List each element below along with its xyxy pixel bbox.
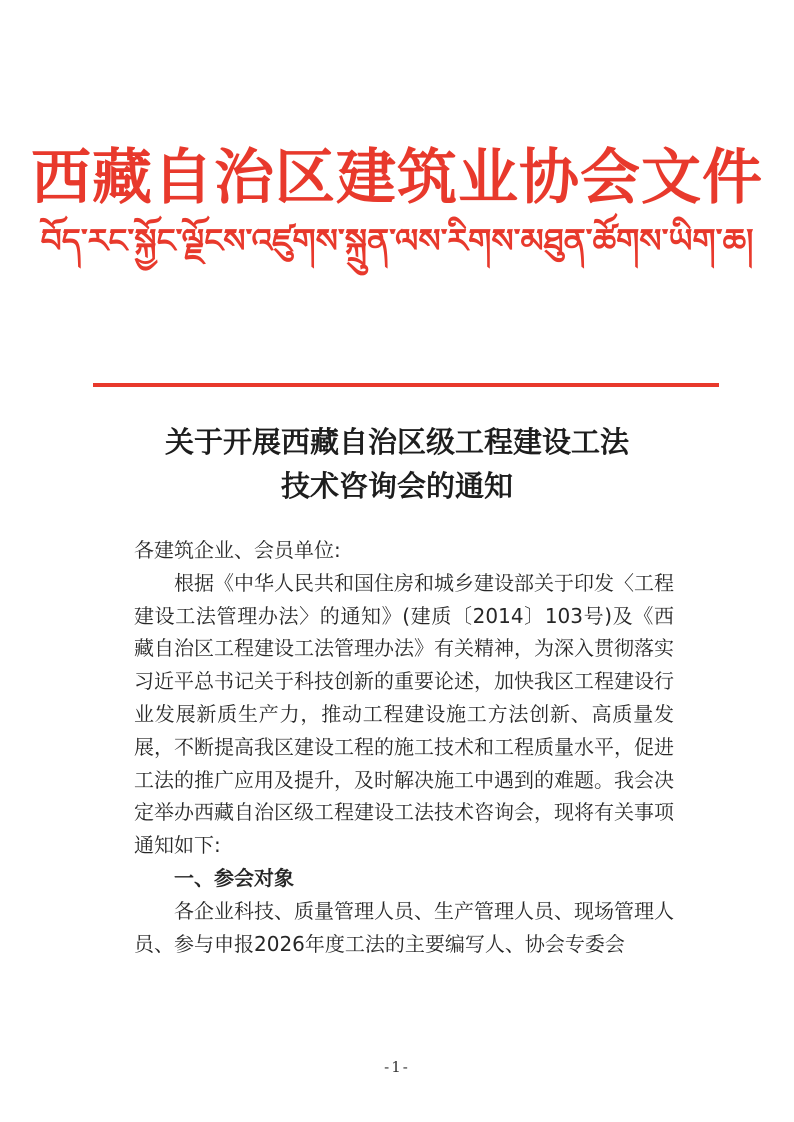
page-number: -1- (384, 1058, 410, 1076)
org-title: 西藏自治区建筑业协会文件 (31, 143, 763, 213)
salutation: 各建筑企业、会员单位: (134, 538, 341, 562)
body-paragraph: 各企业科技、质量管理人员、生产管理人员、现场管理人员、参与申报2026年度工法的主要编写人、协会专委会 (134, 898, 674, 956)
tibetan-org-title: བོད་རང་སྐྱོང་ལྗོངས་འཛུགས་སྐྲུན་ལས་རིགས་མཐུན་ཚོགས་ཡིག་ཆ། (40, 221, 754, 260)
document-body (134, 534, 674, 960)
section-heading: 一、参会对象 (174, 865, 294, 890)
body-paragraph: 根据《中华人民共和国住房和城乡建设部关于印发〈工程建设工法管理办法〉的通知》(建质〔2014〕103号)及《西藏自治区工程建设工法管理办法》有关精神，为深入贯彻落实习近平总书记关于科技创新的重要论述，加快我区工程建设行业发展新质生产力，推动工程建设施工方法创新、高质量发展，不断提高我区建设工程的施工技术和工程质量水平，促进工法的推广应用及提升，及时解决施工中遇到的难题。我会决定举办西藏自治区级工程建设工法技术咨询会，现将有关事项通知如下: (134, 570, 674, 858)
red-header-rule (93, 383, 719, 387)
document-title-line1: 关于开展西藏自治区级工程建设工法 (164, 425, 629, 459)
document-title-line2: 技术咨询会的通知 (280, 469, 513, 503)
document-title (0, 420, 794, 508)
